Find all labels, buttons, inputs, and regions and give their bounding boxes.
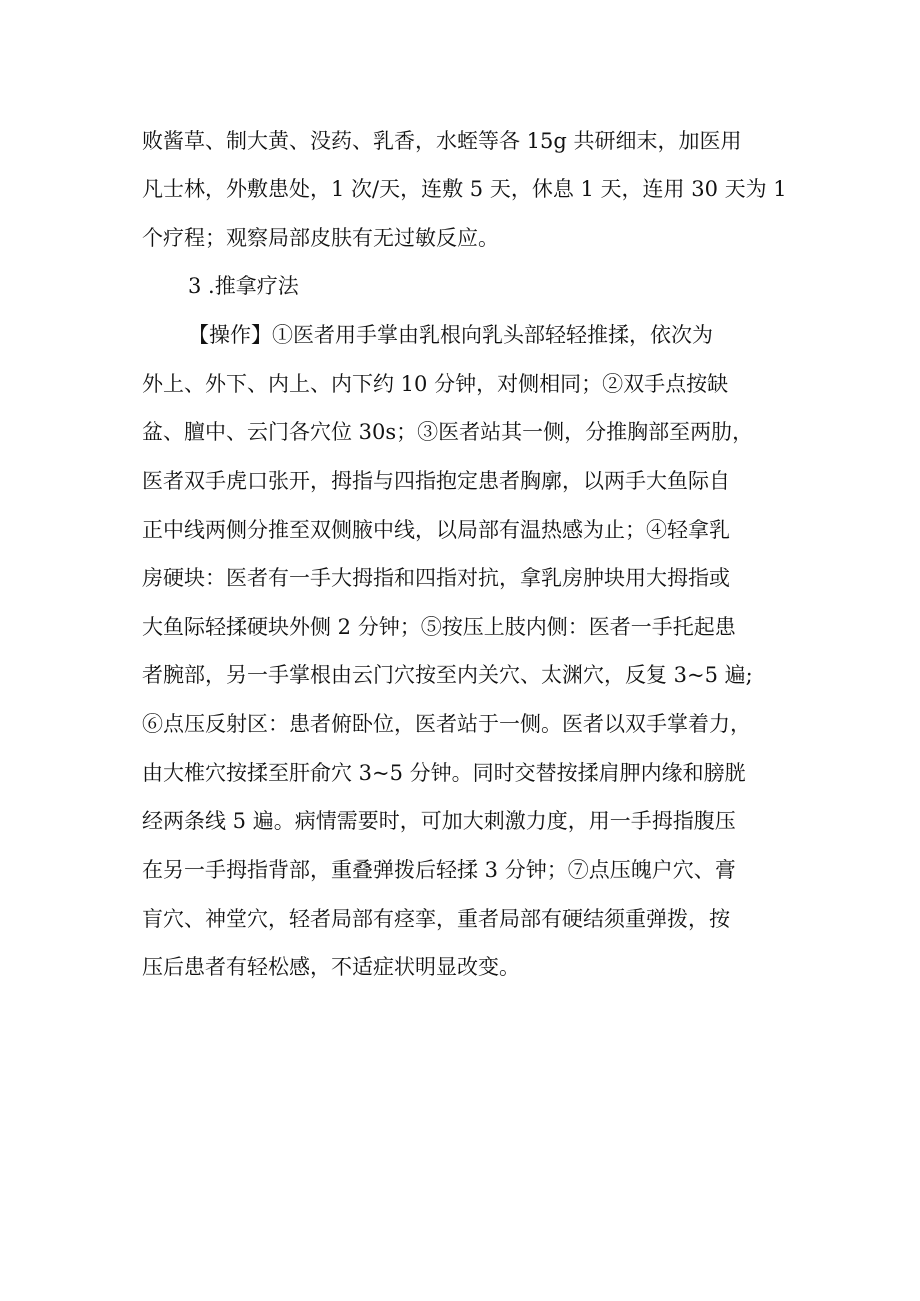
- paragraph-line: 医者双手虎口张开，拇指与四指抱定患者胸廓，以两手大鱼际自: [142, 469, 730, 493]
- paragraph-line: 压后患者有轻松感，不适症状明显改变。: [142, 955, 520, 979]
- paragraph-line: 在另一手拇指背部，重叠弹拨后轻揉 3 分钟；⑦点压魄户穴、膏: [142, 858, 736, 882]
- paragraph-line: 凡士林，外敷患处，1 次/天，连敷 5 天，休息 1 天，连用 30 天为 1: [142, 177, 787, 201]
- paragraph-line: 盆、膻中、云门各穴位 30s；③医者站其一侧，分推胸部至两肋，: [142, 420, 754, 444]
- paragraph-line: 由大椎穴按揉至肝俞穴 3~5 分钟。同时交替按揉肩胛内缘和膀胱: [142, 761, 746, 785]
- paragraph-line: 败酱草、制大黄、没药、乳香，水蛭等各 15g 共研细末，加医用: [142, 129, 742, 153]
- paragraph-line: 肓穴、神堂穴，轻者局部有痉挛，重者局部有硬结须重弹拨，按: [142, 907, 730, 931]
- paragraph-line: 者腕部，另一手掌根由云门穴按至内关穴、太渊穴，反复 3~5 遍;: [142, 663, 753, 687]
- paragraph-line: 经两条线 5 遍。病情需要时，可加大刺激力度，用一手拇指腹压: [142, 809, 736, 833]
- paragraph-line: 个疗程；观察局部皮肤有无过敏反应。: [142, 226, 499, 250]
- paragraph-line: ⑥点压反射区：患者俯卧位，医者站于一侧。医者以双手掌着力，: [142, 712, 751, 736]
- paragraph-line: 正中线两侧分推至双侧腋中线，以局部有温热感为止；④轻拿乳: [142, 518, 730, 542]
- paragraph-line: 【操作】①医者用手掌由乳根向乳头部轻轻推揉，依次为: [188, 323, 713, 347]
- paragraph-line: 外上、外下、内上、内下约 10 分钟，对侧相同；②双手点按缺: [142, 372, 729, 396]
- section-heading: 3 .推拿疗法: [188, 274, 299, 298]
- paragraph-line: 大鱼际轻揉硬块外侧 2 分钟；⑤按压上肢内侧：医者一手托起患: [142, 615, 736, 639]
- paragraph-line: 房硬块：医者有一手大拇指和四指对抗，拿乳房肿块用大拇指或: [142, 566, 730, 590]
